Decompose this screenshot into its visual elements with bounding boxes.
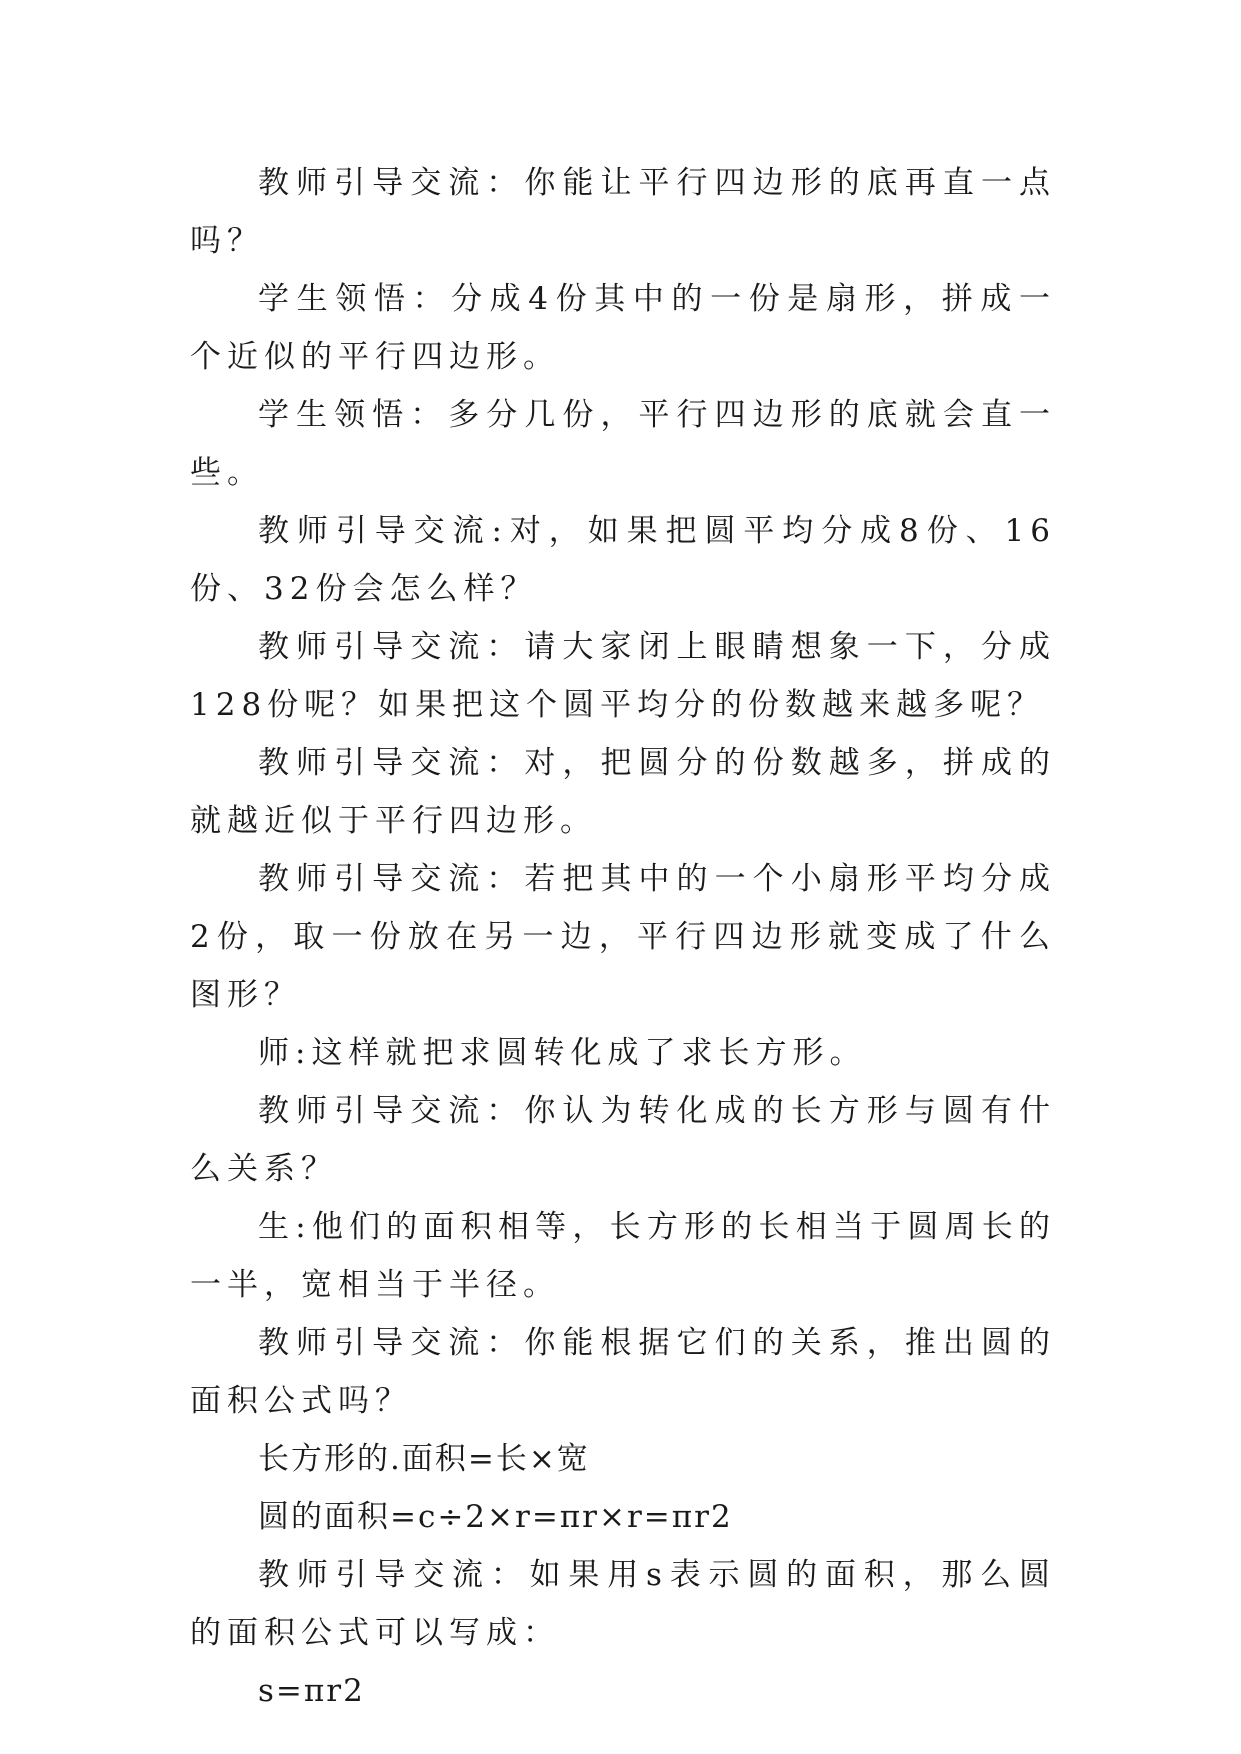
paragraph-11: 教师引导交流：你能根据它们的关系，推出圆的面积公式吗？: [190, 1325, 1056, 1419]
paragraph-8: 师:这样就把求圆转化成了求长方形。: [258, 1035, 867, 1071]
paragraph-2: 学生领悟：分成4份其中的一份是扇形，拼成一个近似的平行四边形。: [190, 281, 1056, 375]
paragraph-1: 教师引导交流：你能让平行四边形的底再直一点吗？: [190, 165, 1056, 259]
document-page: [190, 154, 1056, 1720]
paragraph-14: 教师引导交流：如果用s表示圆的面积，那么圆的面积公式可以写成：: [190, 1557, 1056, 1651]
circle-area-derivation: 圆的面积=c÷2×r=πr×r=πr2: [258, 1499, 733, 1535]
paragraph-9: 教师引导交流：你认为转化成的长方形与圆有什么关系？: [190, 1093, 1056, 1187]
paragraph-4: 教师引导交流:对，如果把圆平均分成8份、16份、32份会怎么样？: [190, 513, 1056, 607]
rectangle-area-formula: 长方形的.面积=长×宽: [258, 1441, 590, 1477]
paragraph-5: 教师引导交流：请大家闭上眼睛想象一下，分成128份呢？如果把这个圆平均分的份数越来越多呢？: [190, 629, 1056, 723]
paragraph-3: 学生领悟：多分几份，平行四边形的底就会直一些。: [190, 397, 1056, 491]
circle-area-formula: s=πr2: [258, 1673, 365, 1709]
paragraph-10: 生:他们的面积相等，长方形的长相当于圆周长的一半，宽相当于半径。: [190, 1209, 1056, 1303]
paragraph-6: 教师引导交流：对，把圆分的份数越多，拼成的就越近似于平行四边形。: [190, 745, 1056, 839]
paragraph-7: 教师引导交流：若把其中的一个小扇形平均分成2份，取一份放在另一边，平行四边形就变成了什么图形？: [190, 861, 1056, 1013]
